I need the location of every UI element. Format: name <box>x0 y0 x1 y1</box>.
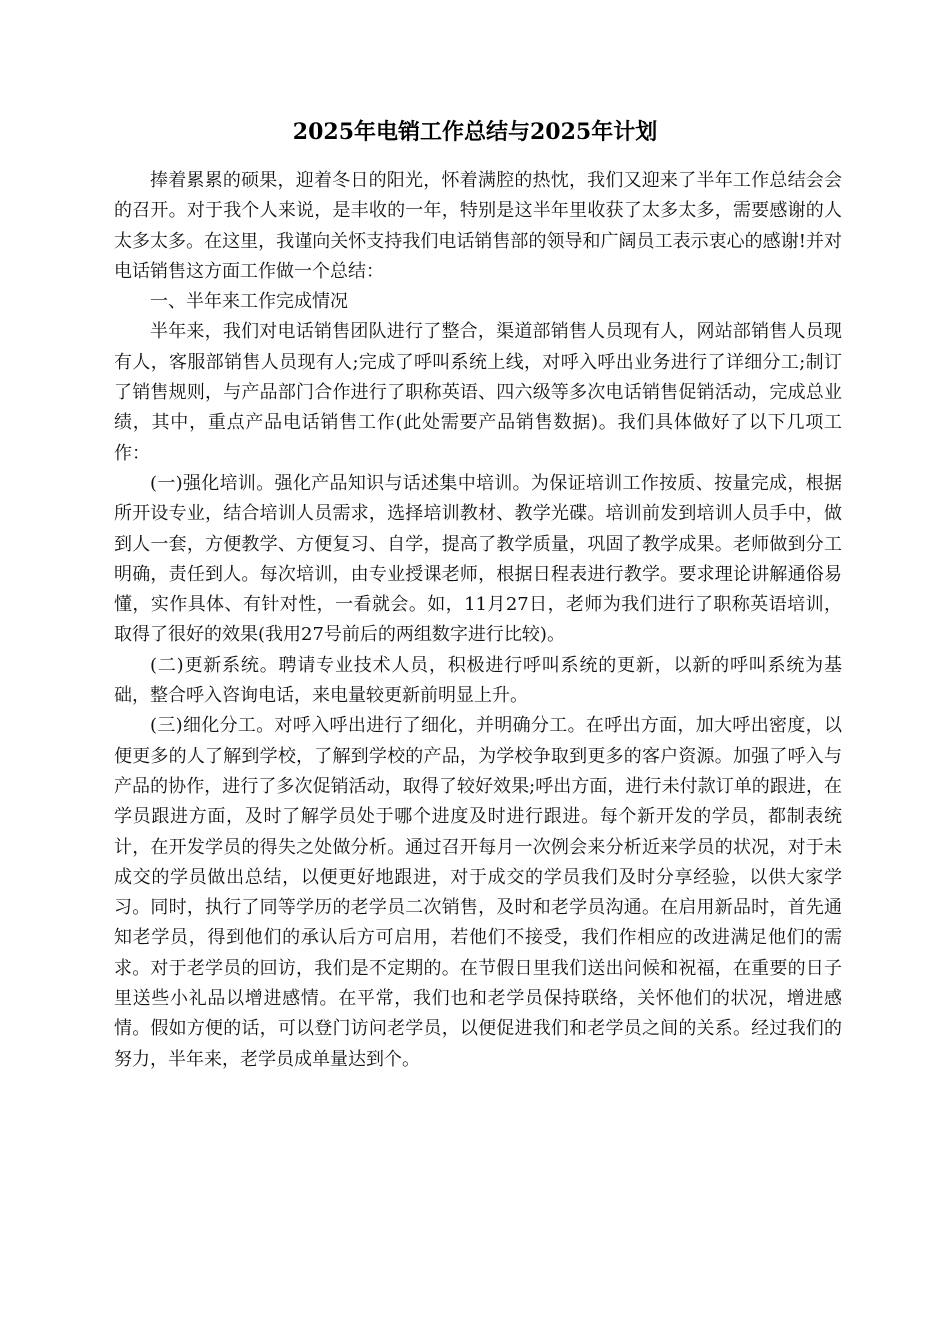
document-body <box>114 166 842 1075</box>
system-update-paragraph: (二)更新系统。聘请专业技术人员，积极进行呼叫系统的更新，以新的呼叫系统为基础，整合呼入咨询电话，来电量较更新前明显上升。 <box>114 654 842 707</box>
document-title: 2025年电销工作总结与2025年计划 <box>292 119 658 145</box>
division-of-labor-paragraph: (三)细化分工。对呼入呼出进行了细化，并明确分工。在呼出方面，加大呼出密度，以便更多的人了解到学校，了解到学校的产品，为学校争取到更多的客户资源。加强了呼入与产品的协作，进行了多次促销活动，取得了较好效果;呼出方面，进行未付款订单的跟进，在学员跟进方面，及时了解学员处于哪个进度及时进行跟进。每个新开发的学员，都制表统计，在开发学员的得失之处做分析。通过召开每月一次例会来分析近来学员的状况，对于未成交的学员做出总结，以便更好地跟进，对于成交的学员我们及时分享经验，以供大家学习。同时，执行了同等学历的老学员二次销售，及时和老学员沟通。在启用新品时，首先通知老学员，得到他们的承认后方可启用，若他们不接受，我们作相应的改进满足他们的需求。对于老学员的回访，我们是不定期的。在节假日里我们送出问候和祝福，在重要的日子里送些小礼品以增进感情。在平常，我们也和老学员保持联络，关怀他们的状况，增进感情。假如方便的话，可以登门访问老学员，以便促进我们和老学员之间的关系。经过我们的努力，半年来，老学员成单量达到个。 <box>114 715 842 1070</box>
section-heading: 一、半年来工作完成情况 <box>150 291 348 313</box>
training-paragraph: (一)强化培训。强化产品知识与话述集中培训。为保证培训工作按质、按量完成，根据所开设专业，结合培训人员需求，选择培训教材、教学光碟。培训前发到培训人员手中，做到人一套，方便教学、方便复习、自学，提高了教学质量，巩固了教学成果。老师做到分工明确，责任到人。每次培训，由专业授课老师，根据日程表进行教学。要求理论讲解通俗易懂，实作具体、有针对性，一看就会。如，11月27日，老师为我们进行了职称英语培训，取得了很好的效果(我用27号前后的两组数字进行比较)。 <box>114 472 842 646</box>
intro-paragraph: 捧着累累的硕果，迎着冬日的阳光，怀着满腔的热忱，我们又迎来了半年工作总结会会的召开。对于我个人来说，是丰收的一年，特别是这半年里收获了太多太多，需要感谢的人太多太多。在这里，我谨向关怀支持我们电话销售部的领导和广阔员工表示衷心的感谢!并对电话销售这方面工作做一个总结： <box>114 170 842 282</box>
summary-paragraph: 半年来，我们对电话销售团队进行了整合，渠道部销售人员现有人，网站部销售人员现有人，客服部销售人员现有人;完成了呼叫系统上线，对呼入呼出业务进行了详细分工;制订了销售规则，与产品部门合作进行了职称英语、四六级等多次电话销售促销活动，完成总业绩，其中，重点产品电话销售工作(此处需要产品销售数据)。我们具体做好了以下几项工作： <box>114 321 842 464</box>
